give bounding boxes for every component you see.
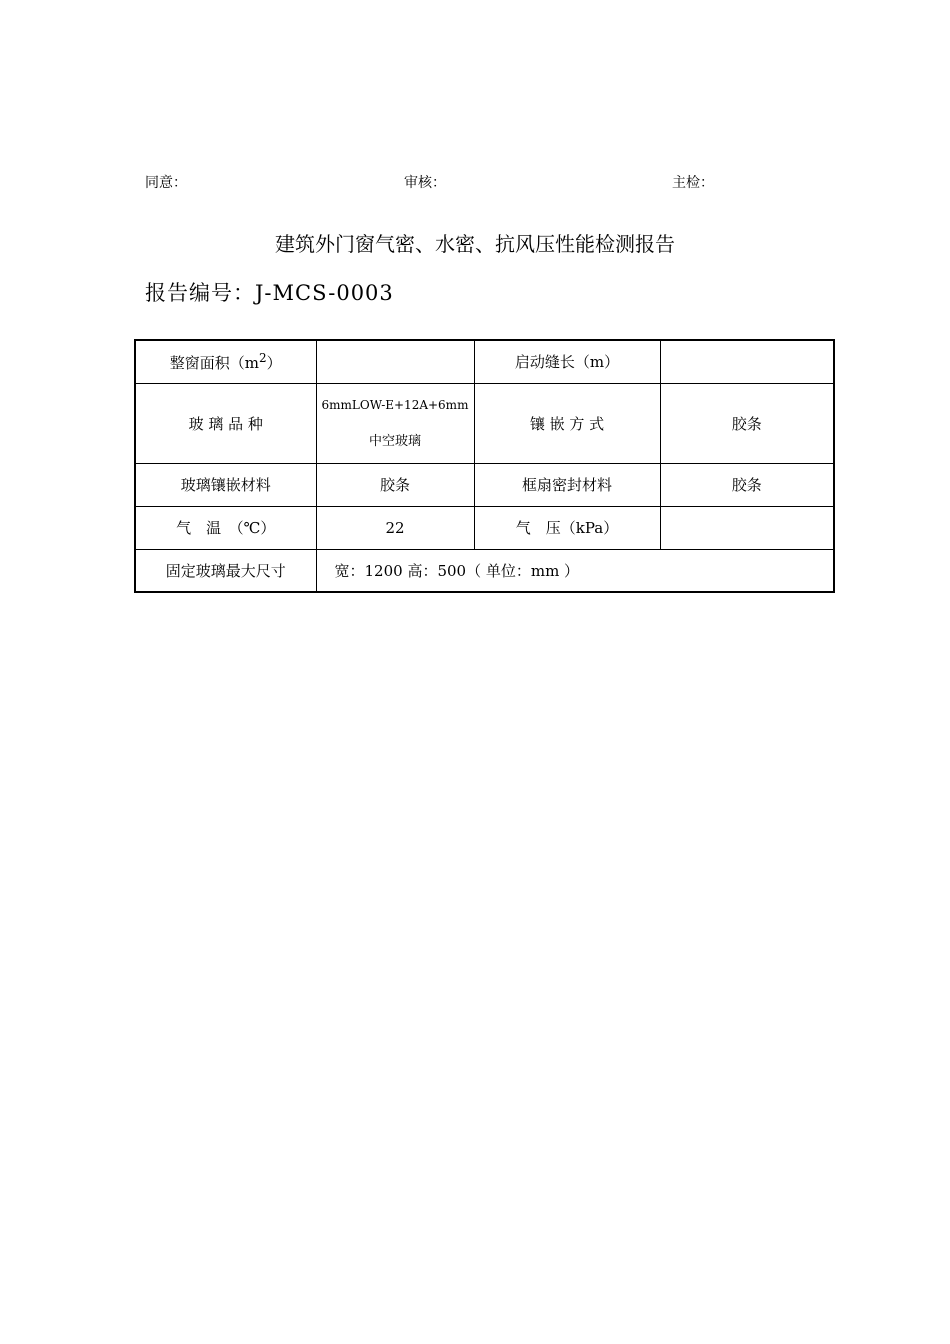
seam-length-label: 启动缝长（m） [474,340,660,383]
temperature-label: 气 温 （℃） [135,506,316,549]
seam-length-value [660,340,834,383]
glass-kind: 中空玻璃 [368,433,421,449]
pressure-value [660,506,834,549]
glass-type-label: 玻 璃 品 种 [135,383,316,463]
report-number: 报告编号：J-MCS-0003 [145,281,394,305]
area-label: 整窗面积$(m^2)$ [135,340,316,383]
area-value [316,340,474,383]
fixed-glass-size-value: 宽：1200 高：500（ 单位：mm ） [316,549,834,592]
inlay-method-label: 镶 嵌 方 式 [474,383,660,463]
table-row [135,549,834,592]
test-info-table [134,339,835,593]
sash-seal-value: 胶条 [660,463,834,506]
table-row [135,506,834,549]
fixed-glass-size-label: 固定玻璃最大尺寸 [135,549,316,592]
glass-spec: 6mmLOW-E+12A+6mm [321,397,469,412]
report-title: 建筑外门窗气密、水密、抗风压性能检测报告 [275,232,675,256]
table-row [135,383,834,463]
inlay-material-label: 玻璃镶嵌材料 [135,463,316,506]
review-label: 审核： [404,175,446,191]
table-row [135,340,834,383]
temperature-value: 22 [316,506,474,549]
glass-type-value [316,383,474,463]
inlay-method-value: 胶条 [660,383,834,463]
table-row [135,463,834,506]
main-inspector-label: 主检： [672,175,714,191]
inlay-material-value: 胶条 [316,463,474,506]
sash-seal-label: 框扇密封材料 [474,463,660,506]
pressure-label: 气 压（kPa） [474,506,660,549]
approval-label: 同意： [145,175,187,191]
